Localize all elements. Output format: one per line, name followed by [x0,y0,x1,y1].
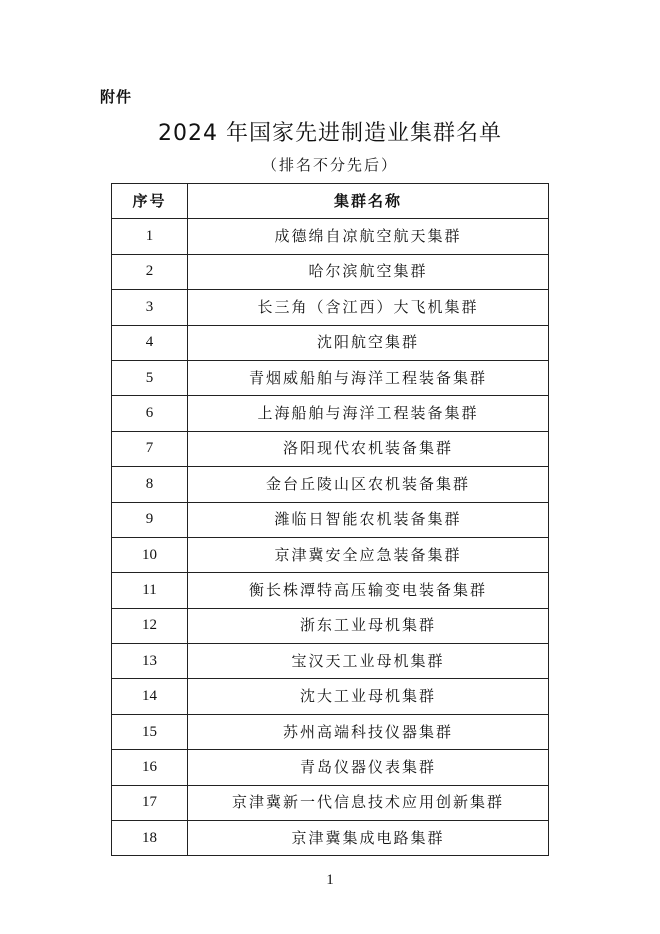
table-row [112,608,549,643]
table-row [112,396,549,431]
cluster-name: 苏州高端科技仪器集群 [188,714,549,749]
table-header-row [112,184,549,219]
row-number: 3 [112,290,188,325]
cluster-list-table [111,183,549,856]
table-row [112,714,549,749]
page-number: 1 [326,872,334,888]
row-number: 13 [112,644,188,679]
row-number: 16 [112,750,188,785]
table-row [112,750,549,785]
cluster-name: 潍临日智能农机装备集群 [188,502,549,537]
cluster-name: 京津冀安全应急装备集群 [188,537,549,572]
table-row [112,360,549,395]
row-number: 4 [112,325,188,360]
table-row [112,219,549,254]
cluster-name: 金台丘陵山区农机装备集群 [188,467,549,502]
row-number: 6 [112,396,188,431]
cluster-name: 哈尔滨航空集群 [188,254,549,289]
cluster-name: 衡长株潭特高压输变电装备集群 [188,573,549,608]
row-number: 8 [112,467,188,502]
row-number: 17 [112,785,188,820]
cluster-name: 京津冀新一代信息技术应用创新集群 [188,785,549,820]
row-number: 1 [112,219,188,254]
table-row [112,467,549,502]
row-number: 18 [112,821,188,856]
cluster-name: 青烟威船舶与海洋工程装备集群 [188,360,549,395]
table-row [112,537,549,572]
table-row [112,821,549,856]
row-number: 7 [112,431,188,466]
row-number: 2 [112,254,188,289]
table-row [112,290,549,325]
table-row [112,785,549,820]
table-row [112,431,549,466]
cluster-name: 上海船舶与海洋工程装备集群 [188,396,549,431]
header-cluster-name: 集群名称 [188,184,549,219]
cluster-name: 宝汉天工业母机集群 [188,644,549,679]
row-number: 12 [112,608,188,643]
document-subtitle: （排名不分先后） [261,156,398,174]
table-row [112,254,549,289]
table-row [112,644,549,679]
cluster-name: 洛阳现代农机装备集群 [188,431,549,466]
row-number: 9 [112,502,188,537]
cluster-name: 京津冀集成电路集群 [188,821,549,856]
cluster-name: 青岛仪器仪表集群 [188,750,549,785]
table-row [112,325,549,360]
row-number: 15 [112,714,188,749]
table-row [112,502,549,537]
row-number: 10 [112,537,188,572]
cluster-name: 沈大工业母机集群 [188,679,549,714]
row-number: 11 [112,573,188,608]
cluster-name: 长三角（含江西）大飞机集群 [188,290,549,325]
row-number: 14 [112,679,188,714]
table-row [112,573,549,608]
cluster-name: 浙东工业母机集群 [188,608,549,643]
attachment-label: 附件 [100,88,133,106]
cluster-name: 成德绵自凉航空航天集群 [188,219,549,254]
header-serial-number: 序号 [112,184,188,219]
cluster-name: 沈阳航空集群 [188,325,549,360]
document-title: 2024 年国家先进制造业集群名单 [158,121,502,146]
table-row [112,679,549,714]
row-number: 5 [112,360,188,395]
